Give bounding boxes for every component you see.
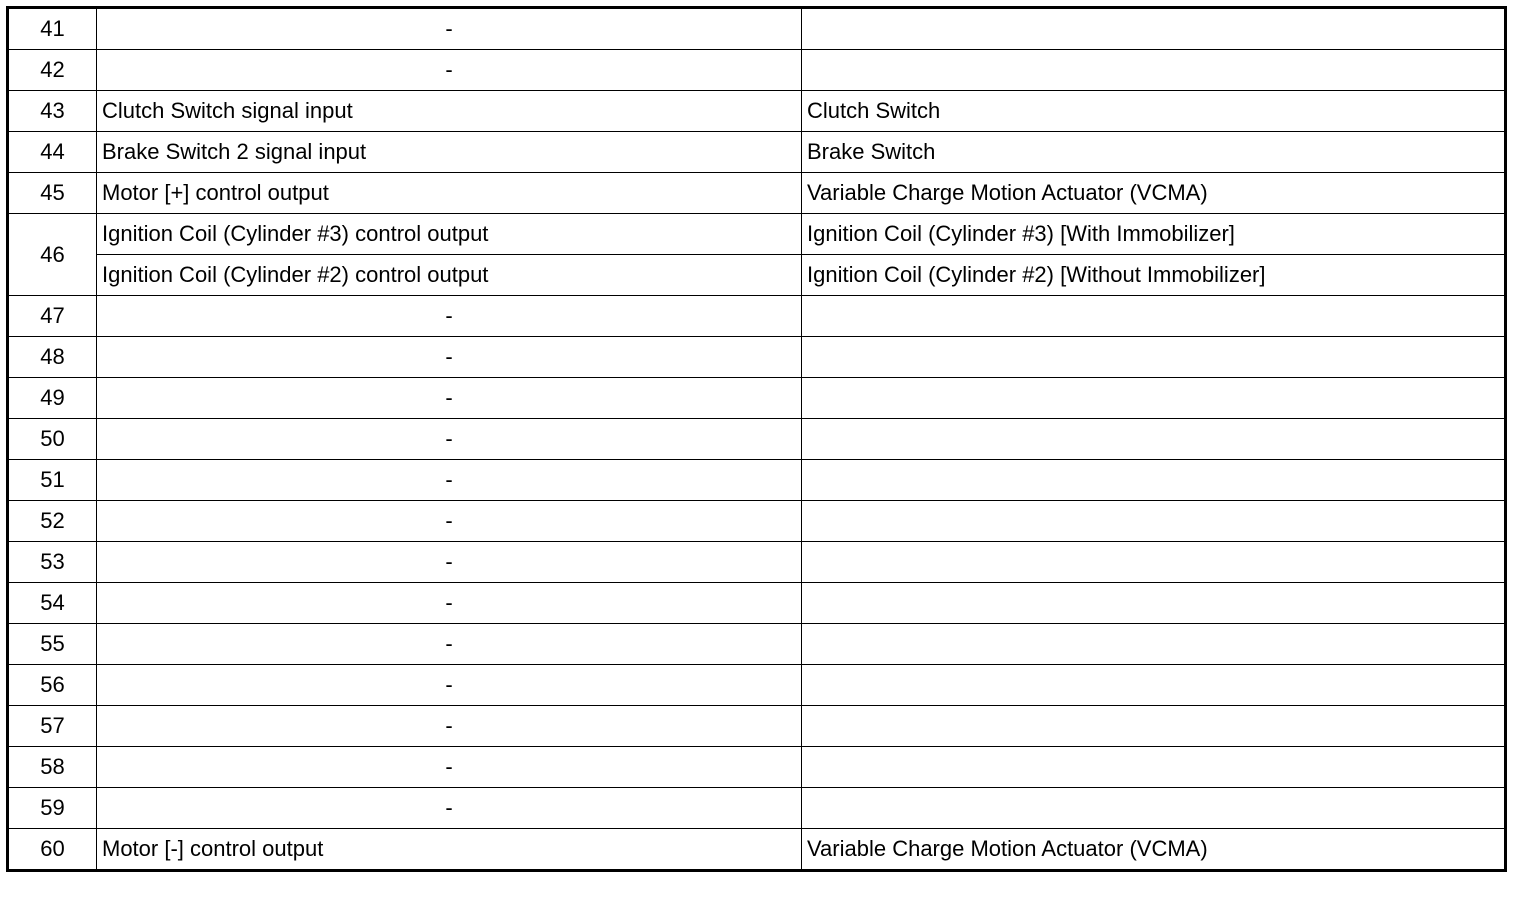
pin-description: - (97, 50, 802, 91)
pin-component (802, 747, 1506, 788)
table-row (8, 255, 1506, 296)
pin-component (802, 337, 1506, 378)
pin-component: Brake Switch (802, 132, 1506, 173)
pin-description: - (97, 788, 802, 829)
table-row (8, 8, 1506, 50)
table-row (8, 296, 1506, 337)
pin-component (802, 50, 1506, 91)
pin-number: 60 (8, 829, 97, 871)
pin-number: 45 (8, 173, 97, 214)
table-row (8, 214, 1506, 255)
pin-description: - (97, 296, 802, 337)
pin-number: 58 (8, 747, 97, 788)
pin-number: 51 (8, 460, 97, 501)
pin-component (802, 665, 1506, 706)
pin-number: 46 (8, 214, 97, 296)
table-row (8, 665, 1506, 706)
pin-number: 42 (8, 50, 97, 91)
pin-number: 59 (8, 788, 97, 829)
table-row (8, 583, 1506, 624)
pin-description: - (97, 337, 802, 378)
pin-description: - (97, 378, 802, 419)
pin-table (6, 6, 1507, 872)
pin-description: - (97, 460, 802, 501)
pin-number: 48 (8, 337, 97, 378)
pin-component (802, 542, 1506, 583)
pin-number: 44 (8, 132, 97, 173)
pin-number: 53 (8, 542, 97, 583)
pin-number: 41 (8, 8, 97, 50)
pin-description: - (97, 706, 802, 747)
pin-description: - (97, 501, 802, 542)
table-row (8, 788, 1506, 829)
pin-description: - (97, 624, 802, 665)
pin-component (802, 583, 1506, 624)
pin-description: Brake Switch 2 signal input (97, 132, 802, 173)
table-row (8, 337, 1506, 378)
pin-component (802, 460, 1506, 501)
pin-component (802, 296, 1506, 337)
pin-description: Ignition Coil (Cylinder #2) control output (97, 255, 802, 296)
pin-number: 57 (8, 706, 97, 747)
pin-component: Variable Charge Motion Actuator (VCMA) (802, 829, 1506, 871)
pin-number: 52 (8, 501, 97, 542)
table-row (8, 460, 1506, 501)
pin-number: 56 (8, 665, 97, 706)
pin-component (802, 501, 1506, 542)
pin-component: Variable Charge Motion Actuator (VCMA) (802, 173, 1506, 214)
pin-number: 49 (8, 378, 97, 419)
pin-component: Ignition Coil (Cylinder #3) [With Immobilizer] (802, 214, 1506, 255)
table-row (8, 542, 1506, 583)
pin-description: Clutch Switch signal input (97, 91, 802, 132)
table-row (8, 501, 1506, 542)
pin-component (802, 8, 1506, 50)
pin-description: - (97, 665, 802, 706)
pin-component (802, 788, 1506, 829)
pin-description: - (97, 583, 802, 624)
pin-component (802, 378, 1506, 419)
pin-description: Ignition Coil (Cylinder #3) control output (97, 214, 802, 255)
pin-description: Motor [+] control output (97, 173, 802, 214)
pin-description: - (97, 419, 802, 460)
table-row (8, 91, 1506, 132)
table-row (8, 50, 1506, 91)
table-row (8, 706, 1506, 747)
pin-number: 55 (8, 624, 97, 665)
pin-description: - (97, 747, 802, 788)
pin-component (802, 706, 1506, 747)
pin-component (802, 624, 1506, 665)
pin-description: Motor [-] control output (97, 829, 802, 871)
pin-component: Ignition Coil (Cylinder #2) [Without Immobilizer] (802, 255, 1506, 296)
table-row (8, 132, 1506, 173)
table-row (8, 829, 1506, 871)
pin-number: 54 (8, 583, 97, 624)
pin-description: - (97, 542, 802, 583)
table-row (8, 624, 1506, 665)
pin-description: - (97, 8, 802, 50)
pin-component (802, 419, 1506, 460)
pin-number: 50 (8, 419, 97, 460)
table-row (8, 419, 1506, 460)
pin-number: 43 (8, 91, 97, 132)
pin-number: 47 (8, 296, 97, 337)
pin-component: Clutch Switch (802, 91, 1506, 132)
table-row (8, 378, 1506, 419)
table-row (8, 747, 1506, 788)
table-row (8, 173, 1506, 214)
